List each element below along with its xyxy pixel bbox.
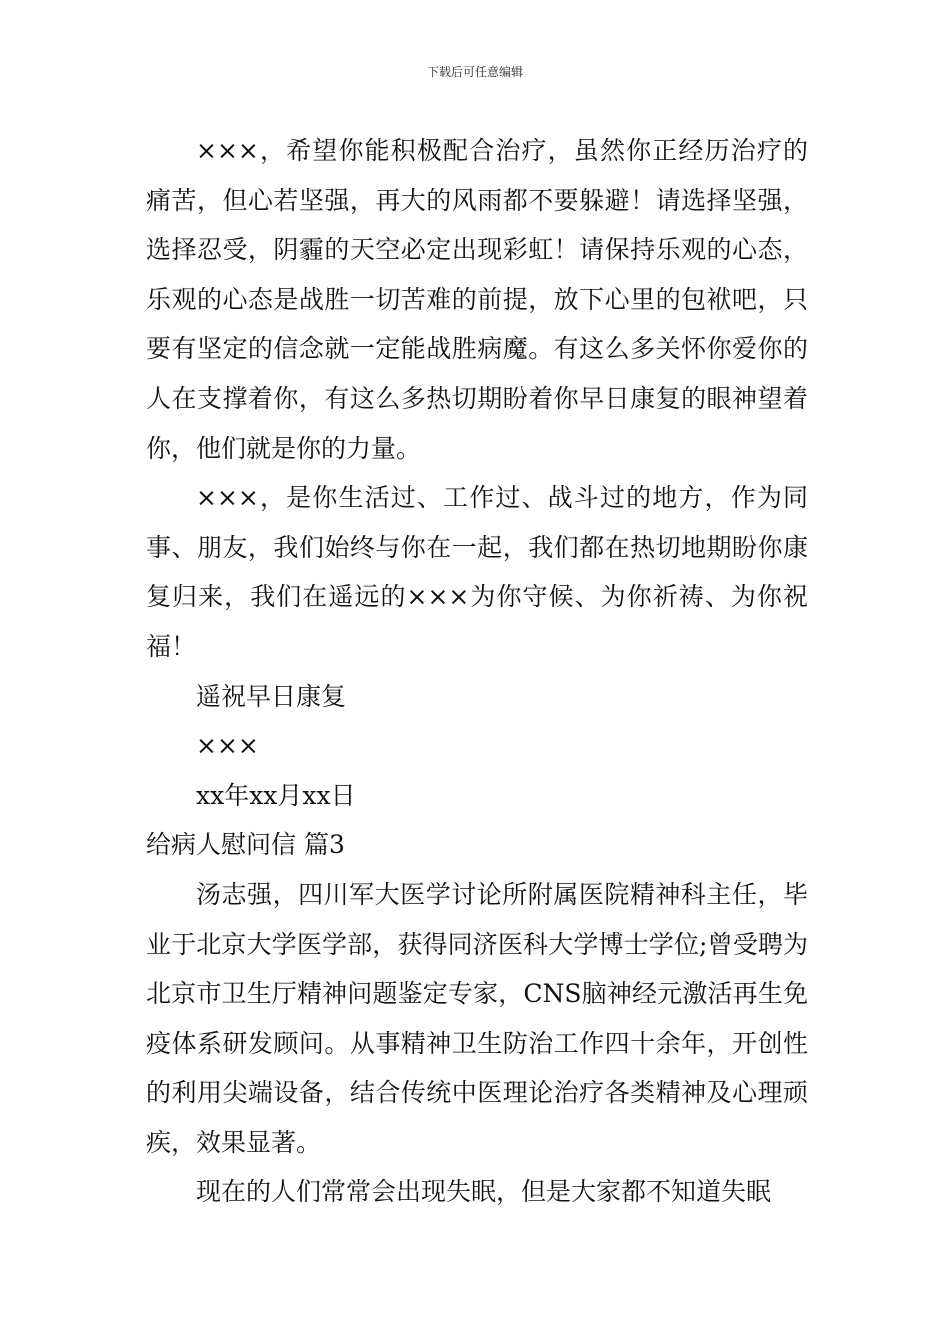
signature: ×××: [196, 731, 259, 761]
paragraph-1: ×××，希望你能积极配合治疗，虽然你正经历治疗的痛苦，但心若坚强，再大的风雨都不要躲避！请选择坚强，选择忍受，阴霾的天空必定出现彩虹！请保持乐观的心态，乐观的心态是战胜一切苦难的前提，放下心里的包袱吧，只要有坚定的信念就一定能战胜病魔。有这么多关怀你爱你的人在支撑着你，有这么多热切期盼着你早日康复的眼神望着你，他们就是你的力量。: [146, 136, 808, 463]
page-header-note: 下载后可任意编辑: [426, 65, 523, 79]
closing-wish: 遥祝早日康复: [196, 681, 347, 711]
paragraph-3: 汤志强，四川军大医学讨论所附属医院精神科主任，毕业于北京大学医学部，获得同济医科大学博士学位;曾受聘为北京市卫生厅精神问题鉴定专家，CNS脑神经元激活再生免疫体系研发顾问。从事精神卫生防治工作四十余年，开创性的利用尖端设备，结合传统中医理论治疗各类精神及心理顽疾，效果显著。: [146, 879, 808, 1157]
document-body: [146, 126, 808, 1217]
date-line: xx年xx月xx日: [196, 780, 356, 810]
paragraph-4: 现在的人们常常会出现失眠，但是大家都不知道失眠: [196, 1177, 772, 1207]
paragraph-2: ×××，是你生活过、工作过、战斗过的地方，作为同事、朋友，我们始终与你在一起，我们都在热切地期盼你康复归来，我们在遥远的×××为你守候、为你祈祷、为你祝福！: [146, 483, 808, 661]
section-title: 给病人慰问信 篇3: [146, 830, 345, 860]
